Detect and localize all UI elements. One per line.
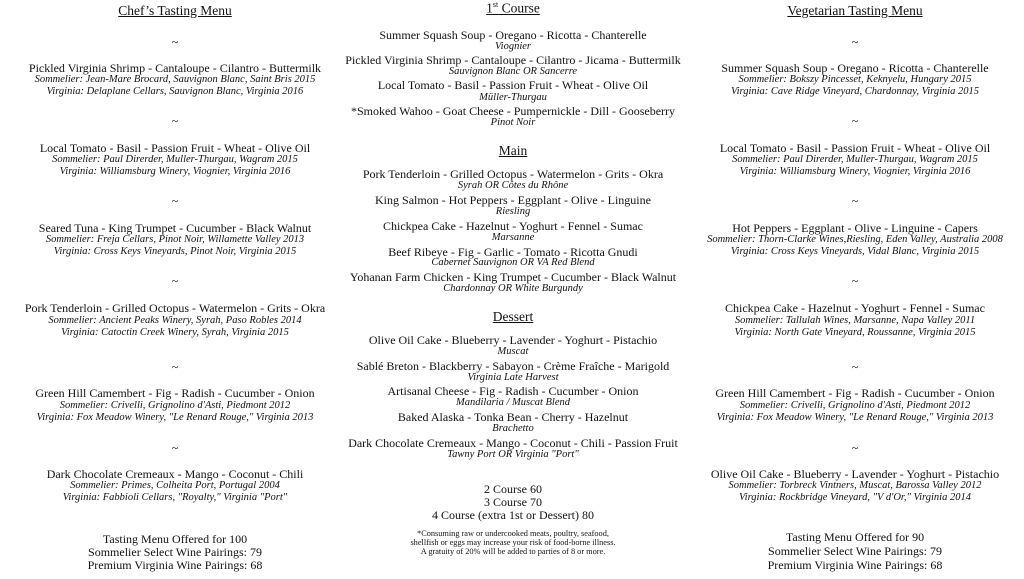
dish: Sablé Breton - Blackberry - Sabayon - Crème Fraîche - Marigold — [356, 359, 670, 373]
wine-pairing: Riesling — [495, 206, 531, 217]
disclaimer-line: *Consuming raw or undercooked meats, poultry, seafood, — [417, 529, 609, 538]
dish: Baked Alaska - Tonka Bean - Cherry - Hazelnut — [397, 410, 629, 424]
wine-pairing: Syrah OR Côtes du Rhône — [457, 180, 569, 191]
dish: Artisanal Cheese - Fig - Radish - Cucumber - Onion — [387, 384, 639, 398]
wine-pairing: Marsanne — [491, 232, 535, 243]
separator: ~ — [851, 35, 859, 49]
sommelier-pairing: Sommelier: Primes, Colheita Port, Portugal 2004 — [70, 480, 280, 491]
main-heading: Main — [498, 143, 528, 158]
vegetarian-tasting-menu — [686, 0, 1024, 579]
sommelier-pairing: Sommelier: Torbreck Vintners, Muscat, Barossa Valley 2012 — [728, 480, 982, 491]
virginia-pairing: Virginia: Fabbioli Cellars, "Royalty," Virginia "Port" — [62, 492, 288, 503]
virginia-pairing: Virginia: Cross Keys Vineyards, Vidal Blanc, Virginia 2015 — [730, 246, 980, 257]
dish: Local Tomato - Basil - Passion Fruit - Wheat - Olive Oil — [377, 78, 649, 92]
separator: ~ — [851, 114, 859, 128]
course-dish: Local Tomato - Basil - Passion Fruit - Wheat - Olive Oil — [39, 141, 311, 155]
wine-pairing: Brachetto — [492, 423, 534, 434]
sommelier-pairing: Sommelier: Paul Direrder, Muller-Thurgau, Wagram 2015 — [52, 154, 298, 165]
price-four-course: 4 Course (extra 1st or Dessert) 80 — [432, 508, 594, 522]
course-dish: Dark Chocolate Cremeaux - Mango - Coconut - Chili — [46, 467, 304, 481]
wine-pairing: Tawny Port OR Virginia "Port" — [447, 449, 579, 460]
virginia-pairing: Virginia: Fox Meadow Winery, "Le Renard Rouge," Virginia 2013 — [716, 412, 994, 423]
price-two-course: 2 Course 60 — [484, 482, 542, 496]
sommelier-pairing: Sommelier: Crivelli, Grignolino d'Asti, Piedmont 2012 — [739, 400, 971, 411]
course-dish: Pork Tenderloin - Grilled Octopus - Watermelon - Grits - Okra — [24, 301, 326, 315]
separator: ~ — [171, 35, 179, 49]
course-dish: Green Hill Camembert - Fig - Radish - Cucumber - Onion — [35, 386, 315, 400]
virginia-pairing: Virginia: Delaplane Cellars, Sauvignon Blanc, Virginia 2016 — [46, 86, 304, 97]
first-course-heading: 1st Course — [486, 0, 540, 16]
price-three-course: 3 Course 70 — [484, 495, 542, 509]
wine-pairing: Sauvignon Blanc OR Sancerre — [448, 66, 578, 77]
course-dish: Local Tomato - Basil - Passion Fruit - Wheat - Olive Oil — [719, 141, 991, 155]
wine-pairing: Chardonnay OR White Burgundy — [443, 283, 583, 294]
dish: King Salmon - Hot Peppers - Eggplant - Olive - Linguine — [375, 193, 651, 207]
a-la-carte-menu — [340, 0, 686, 579]
sommelier-pairing: Sommelier: Jean-Mare Brocard, Sauvignon Blanc, Saint Bris 2015 — [34, 74, 316, 85]
dish: Beef Ribeye - Fig - Garlic - Tomato - Ricotta Gnudi — [388, 245, 638, 259]
dish: Chickpea Cake - Hazelnut - Yoghurt - Fennel - Sumac — [383, 219, 643, 233]
wine-pairing: Pinot Noir — [490, 117, 536, 128]
dish: Pickled Virginia Shrimp - Cantaloupe - Cilantro - Jicama - Buttermilk — [345, 53, 681, 67]
course-dish: Summer Squash Soup - Oregano - Ricotta - Chanterelle — [721, 61, 989, 75]
course-dish: Seared Tuna - King Trumpet - Cucumber - Black Walnut — [38, 221, 312, 235]
separator: ~ — [171, 194, 179, 208]
wine-pairing: Viognier — [495, 41, 531, 52]
sommelier-pairing: Sommelier: Thorn-Clarke Wines,Riesling, Eden Valley, Australia 2008 — [707, 234, 1003, 245]
separator: ~ — [171, 441, 179, 455]
virginia-pairing: Virginia: Catoctin Creek Winery, Syrah, Virginia 2015 — [61, 327, 289, 338]
wine-pairing: Müller-Thurgau — [479, 92, 547, 103]
dish: Summer Squash Soup - Oregano - Ricotta - Chanterelle — [379, 28, 647, 42]
dish: Dark Chocolate Cremeaux - Mango - Coconut - Chili - Passion Fruit — [348, 436, 678, 450]
tasting-menu-price: Tasting Menu Offered for 90 — [785, 530, 925, 544]
sommelier-pairing: Sommelier: Ancient Peaks Winery, Syrah, Paso Robles 2014 — [48, 315, 302, 326]
separator: ~ — [851, 274, 859, 288]
vegetarian-menu-title: Vegetarian Tasting Menu — [787, 3, 923, 18]
wine-pairing: Virginia Late Harvest — [467, 372, 559, 383]
separator: ~ — [171, 360, 179, 374]
dish: Yohanan Farm Chicken - King Trumpet - Cucumber - Black Walnut — [349, 270, 677, 284]
sommelier-pairing: Sommelier: Bokszy Pincesset, Keknyelu, Hungary 2015 — [738, 74, 972, 85]
separator: ~ — [171, 114, 179, 128]
course-dish: Chickpea Cake - Hazelnut - Yoghurt - Fennel - Sumac — [725, 301, 985, 315]
separator: ~ — [851, 194, 859, 208]
dessert-heading: Dessert — [492, 309, 534, 324]
course-dish: Olive Oil Cake - Blueberry - Lavender - Yoghurt - Pistachio — [710, 467, 1000, 481]
dish: *Smoked Wahoo - Goat Cheese - Pumpernickle - Dill - Gooseberry — [350, 104, 676, 118]
dish: Olive Oil Cake - Blueberry - Lavender - Yoghurt - Pistachio — [368, 333, 658, 347]
tasting-menu-price: Tasting Menu Offered for 100 — [102, 532, 248, 546]
course-dish: Green Hill Camembert - Fig - Radish - Cucumber - Onion — [715, 386, 995, 400]
virginia-pairing-price: Premium Virginia Wine Pairings: 68 — [87, 558, 263, 572]
gratuity-note: A gratuity of 20% will be added to parties of 8 or more. — [420, 547, 606, 556]
course-dish: Pickled Virginia Shrimp - Cantaloupe - Cilantro - Buttermilk — [28, 61, 322, 75]
virginia-pairing: Virginia: Williamsburg Winery, Viognier, Virginia 2016 — [59, 166, 291, 177]
virginia-pairing-price: Premium Virginia Wine Pairings: 68 — [767, 558, 943, 572]
virginia-pairing: Virginia: Rockbridge Vineyard, "V d'Or," Virginia 2014 — [739, 492, 971, 503]
separator: ~ — [851, 360, 859, 374]
wine-pairing: Muscat — [497, 346, 529, 357]
virginia-pairing: Virginia: Williamsburg Winery, Viognier, Virginia 2016 — [739, 166, 971, 177]
sommelier-pairing: Sommelier: Paul Direrder, Muller-Thurgau, Wagram 2015 — [732, 154, 978, 165]
sommelier-pairing: Sommelier: Crivelli, Grignolino d'Asti, Piedmont 2012 — [59, 400, 291, 411]
separator: ~ — [171, 274, 179, 288]
wine-pairing: Cabernet Sauvignon OR VA Red Blend — [431, 257, 595, 268]
sommelier-pairing: Sommelier: Tallulah Wines, Marsanne, Napa Valley 2011 — [734, 315, 976, 326]
virginia-pairing: Virginia: Cross Keys Vineyards, Pinot Noir, Virginia 2015 — [53, 246, 297, 257]
virginia-pairing: Virginia: North Gate Vineyard, Roussanne, Virginia 2015 — [734, 327, 976, 338]
wine-pairing: Mandilaria / Muscat Blend — [455, 397, 571, 408]
course-dish: Hot Peppers - Eggplant - Olive - Linguine - Capers — [732, 221, 978, 235]
disclaimer-line: shellfish or eggs may increase your risk of food-borne illness. — [410, 538, 616, 547]
sommelier-pairing-price: Sommelier Select Wine Pairings: 79 — [768, 544, 942, 558]
separator: ~ — [851, 441, 859, 455]
virginia-pairing: Virginia: Fox Meadow Winery, "Le Renard Rouge," Virginia 2013 — [36, 412, 314, 423]
sommelier-pairing: Sommelier: Freja Cellars, Pinot Noir, Willamette Valley 2013 — [45, 234, 305, 245]
chefs-tasting-menu — [0, 0, 350, 579]
chefs-menu-title: Chef’s Tasting Menu — [118, 3, 232, 18]
virginia-pairing: Virginia: Cave Ridge Vineyard, Chardonnay, Virginia 2015 — [730, 86, 980, 97]
dish: Pork Tenderloin - Grilled Octopus - Watermelon - Grits - Okra — [362, 167, 664, 181]
sommelier-pairing-price: Sommelier Select Wine Pairings: 79 — [88, 545, 262, 559]
